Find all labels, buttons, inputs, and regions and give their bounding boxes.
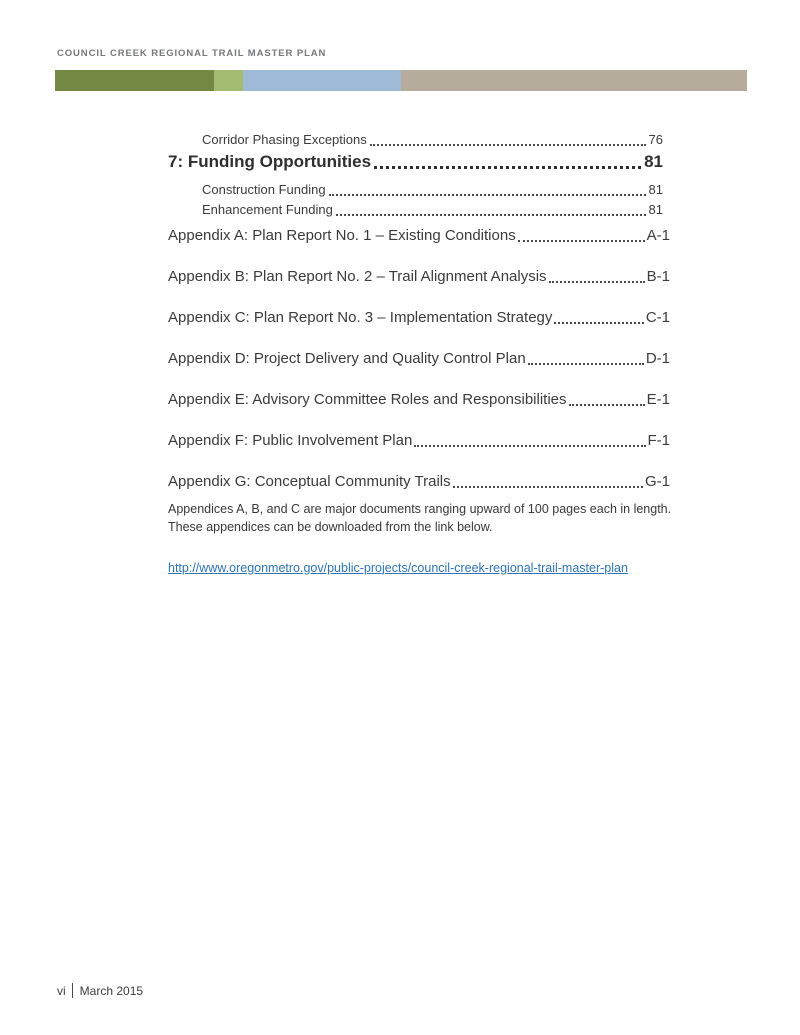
footer-page-number: vi: [57, 983, 66, 998]
toc-entry-label: Appendix B: Plan Report No. 2 – Trail Alignment Analysis: [168, 268, 547, 285]
footer-date: March 2015: [79, 983, 144, 998]
running-header: COUNCIL CREEK REGIONAL TRAIL MASTER PLAN: [57, 48, 327, 59]
decorative-color-band: [55, 70, 747, 91]
toc-entry-label: Appendix C: Plan Report No. 3 – Implementation Strategy: [168, 309, 553, 326]
toc-entry: [168, 180, 663, 200]
dot-leader: [549, 281, 645, 283]
toc-entry-label: Corridor Phasing Exceptions: [202, 132, 367, 147]
toc-entry-page: G-1: [644, 473, 670, 490]
toc-entry-label: 7: Funding Opportunities: [168, 152, 372, 171]
toc-entry-chapter: [168, 150, 663, 174]
toc-entry-label: Appendix D: Project Delivery and Quality Control Plan: [168, 350, 526, 367]
band-segment-dark-green: [55, 70, 214, 91]
toc-chapter-block: [168, 130, 663, 220]
toc-entry-page: D-1: [645, 350, 670, 367]
dot-leader: [374, 166, 641, 169]
toc-entry-appendix: [168, 390, 670, 410]
toc-entry-appendix: [168, 472, 670, 492]
toc-entry-page: 81: [644, 152, 663, 171]
toc-entry-page: 81: [648, 182, 663, 197]
toc-entry-appendix: [168, 267, 670, 287]
dot-leader: [518, 240, 645, 242]
toc-entry-page: F-1: [647, 432, 670, 449]
dot-leader: [554, 322, 643, 324]
toc-entry-page: 76: [648, 132, 663, 147]
toc-content: [168, 130, 670, 577]
dot-leader: [414, 445, 645, 447]
band-segment-light-green: [214, 70, 243, 91]
toc-entry-label: Appendix G: Conceptual Community Trails: [168, 473, 451, 490]
toc-entry-page: C-1: [645, 309, 670, 326]
band-segment-blue: [243, 70, 401, 91]
dot-leader: [336, 214, 646, 216]
toc-entry-label: Appendix A: Plan Report No. 1 – Existing Conditions: [168, 227, 516, 244]
dot-leader: [528, 363, 644, 365]
appendix-note: Appendices A, B, and C are major documents ranging upward of 100 pages each in length. These appendices can be downloaded from the link below.: [168, 502, 672, 534]
toc-entry-appendix: [168, 349, 670, 369]
toc-entry-appendix: [168, 308, 670, 328]
toc-entry-label: Appendix F: Public Involvement Plan: [168, 432, 413, 449]
page-footer: [57, 983, 143, 998]
toc-entry-page: E-1: [646, 391, 670, 408]
toc-entry-appendix: [168, 431, 670, 451]
band-segment-tan: [401, 70, 747, 91]
dot-leader: [329, 194, 646, 196]
toc-entry: [168, 130, 663, 150]
toc-entry-appendix: [168, 226, 670, 246]
footer-divider: [72, 983, 73, 998]
toc-entry-label: Enhancement Funding: [202, 202, 333, 217]
dot-leader: [569, 404, 645, 406]
toc-appendix-block: [168, 226, 670, 492]
toc-entry-label: Appendix E: Advisory Committee Roles and Responsibilities: [168, 391, 567, 408]
toc-entry-label: Construction Funding: [202, 182, 326, 197]
toc-entry: [168, 200, 663, 220]
toc-entry-page: B-1: [646, 268, 670, 285]
toc-entry-page: A-1: [646, 227, 670, 244]
toc-entry-page: 81: [648, 202, 663, 217]
dot-leader: [453, 486, 643, 488]
download-link[interactable]: http://www.oregonmetro.gov/public-projects/council-creek-regional-trail-master-plan: [168, 560, 628, 575]
dot-leader: [370, 144, 646, 146]
